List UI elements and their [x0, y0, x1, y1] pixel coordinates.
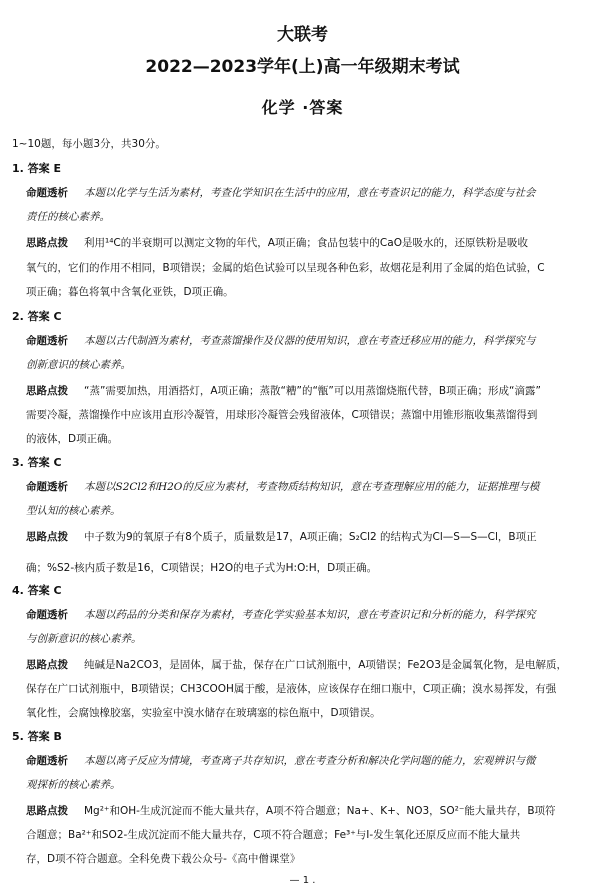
q1-analysis-line: 命题透析 本题以化学与生活为素材，考查化学知识在生活中的应用，意在考查识记的能力，科学态度与社会	[26, 187, 536, 199]
analysis-label: 命题透析	[26, 335, 68, 347]
tips-label: 思路点拨	[26, 531, 68, 543]
q4-analysis-line: 与创新意识的核心素养。	[26, 633, 142, 645]
q1-tips-line: 氧气的，它们的作用不相同，B项错误；金属的焰色试验可以呈现各种色彩，故烟花是利用了金属的焰色试验，C	[26, 262, 545, 274]
q2-analysis-line: 创新意识的核心素养。	[26, 359, 131, 371]
analysis-label: 命题透析	[26, 187, 68, 199]
organizer-title: 大联考	[277, 25, 328, 45]
intro-line: 1~10题，每小题3分，共30分。	[12, 138, 166, 150]
q2-tips-line: 思路点拨 “蒸”需要加热，用酒搭灯，A项正确；蒸散“糟”的“甑”可以用蒸馏烧瓶代替，B项正确；形成“滴露”	[26, 385, 541, 397]
q1-tips-line: 思路点拨 利用¹⁴C的半衰期可以测定文物的年代，A项正确；食品包装中的CaO是吸水的，还原铁粉是吸收	[26, 237, 528, 249]
subject-title: 化学 ·答案	[261, 98, 344, 117]
q1-answer: 1. 答案 E	[12, 162, 62, 175]
analysis-label: 命题透析	[26, 481, 68, 493]
tips-label: 思路点拨	[26, 805, 68, 817]
q4-analysis-line: 命题透析 本题以药品的分类和保存为素材，考查化学实验基本知识，意在考查识记和分析的能力，科学探究	[26, 609, 536, 621]
q3-answer: 3. 答案 C	[12, 456, 62, 469]
q3-tips-line: 确；%S2-核内质子数是16，C项错误；H2O的电子式为H:O:H，D项正确。	[26, 562, 378, 574]
q5-tips-line: 存，D项不符合题意。全科免费下载公众号-《高中僧课堂》	[26, 853, 301, 865]
analysis-label: 命题透析	[26, 755, 68, 767]
q5-answer: 5. 答案 B	[12, 730, 62, 743]
page-number: — 1 .	[289, 875, 316, 886]
analysis-label: 命题透析	[26, 609, 68, 621]
q4-tips-line: 氧化性，会腐蚀橡胶塞，实验室中溴水储存在玻璃塞的棕色瓶中，D项错误。	[26, 707, 381, 719]
tips-label: 思路点拨	[26, 237, 68, 249]
q2-answer: 2. 答案 C	[12, 310, 62, 323]
exam-title: 2022—2023学年(上)高一年级期末考试	[145, 57, 460, 77]
q5-tips-line: 思路点拨 Mg²⁺和OH-生成沉淀而不能大量共存，A项不符合题意；Na+、K+、NO3，SO²⁻能大量共存，B项符	[26, 805, 556, 817]
tips-label: 思路点拨	[26, 659, 68, 671]
q3-analysis-line: 命题透析 本题以S2Cl2和H2O的反应为素材，考查物质结构知识，意在考查理解应用的能力，证据推理与模	[26, 481, 540, 493]
tips-label: 思路点拨	[26, 385, 68, 397]
q4-tips-line: 思路点拨 纯碱是Na2CO3，是固体，属于盐，保存在广口试剂瓶中，A项错误；Fe2O3是金属氧化物，是电解质，	[26, 659, 567, 671]
q5-analysis-line: 观探析的核心素养。	[26, 779, 121, 791]
q4-tips-line: 保存在广口试剂瓶中，B项错误；CH3COOH属于酸，是液体，应该保存在细口瓶中，C项正确；溴水易挥发，有强	[26, 683, 557, 695]
q5-analysis-line: 命题透析 本题以离子反应为情境，考查离子共存知识，意在考查分析和解决化学问题的能力，宏观辨识与微	[26, 755, 536, 767]
q5-tips-line: 合题意；Ba²⁺和SO2-生成沉淀而不能大量共存，C项不符合题意；Fe³⁺与I-发生氧化还原反应而不能大量共	[26, 829, 521, 841]
q2-tips-line: 需要冷凝，蒸馏操作中应该用直形冷凝管，用球形冷凝管会残留液体，C项错误；蒸馏中用锥形瓶收集蒸馏得到	[26, 409, 538, 421]
q1-analysis-line: 责任的核心素养。	[26, 211, 110, 223]
q4-answer: 4. 答案 C	[12, 584, 62, 597]
q3-tips-line: 思路点拨 中子数为9的氧原子有8个质子，质量数是17，A项正确；S₂Cl2 的结构式为Cl—S—S—Cl，B项正	[26, 531, 537, 543]
q2-analysis-line: 命题透析 本题以古代制酒为素材，考查蒸馏操作及仪器的使用知识，意在考查迁移应用的能力，科学探究与	[26, 335, 536, 347]
q1-tips-line: 项正确；暮色将氧中含氧化亚铁，D项正确。	[26, 286, 234, 298]
q2-tips-line: 的液体，D项正确。	[26, 433, 119, 445]
q3-analysis-line: 型认知的核心素养。	[26, 505, 121, 517]
